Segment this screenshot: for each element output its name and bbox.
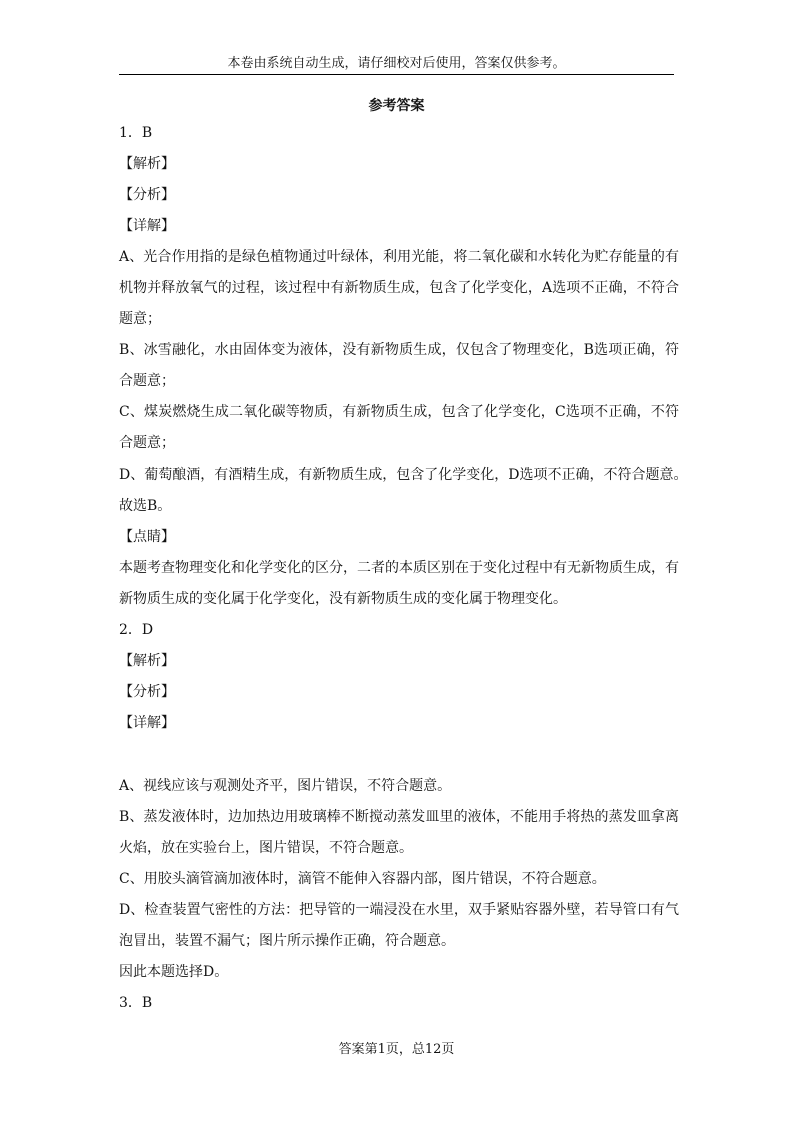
text-line: D、葡萄酿酒，有酒精生成，有新物质生成，包含了化学变化，D选项不正确，不符合题意。 [119, 467, 688, 483]
text-line: 因此本题选择D。 [119, 964, 229, 980]
text-line: 新物质生成的变化属于化学变化，没有新物质生成的变化属于物理变化。 [119, 591, 567, 607]
question-number: 1．B [119, 125, 153, 141]
text-line: 题意； [119, 311, 161, 327]
section-heading: 【分析】 [119, 187, 175, 203]
section-heading: 【解析】 [119, 156, 175, 172]
page-title: 参考答案 [368, 98, 425, 114]
text-line: C、用胶头滴管滴加液体时，滴管不能伸入容器内部，图片错误，不符合题意。 [119, 871, 606, 887]
text-line: 机物并释放氧气的过程，该过程中有新物质生成，包含了化学变化，A选项不正确，不符合 [119, 280, 679, 296]
text-line: D、检查装置气密性的方法：把导管的一端浸没在水里，双手紧贴容器外壁，若导管口有气 [119, 902, 679, 918]
text-line: 本题考查物理变化和化学变化的区分，二者的本质区别在于变化过程中有无新物质生成，有 [119, 560, 679, 576]
section-heading: 【分析】 [119, 684, 175, 700]
text-line: 泡冒出，装置不漏气；图片所示操作正确，符合题意。 [119, 933, 455, 949]
section-heading: 【详解】 [119, 218, 175, 234]
section-heading: 【详解】 [119, 715, 175, 731]
text-line: 合题意； [119, 373, 175, 389]
section-heading: 【解析】 [119, 653, 175, 669]
header-divider [119, 74, 674, 75]
text-line: A、光合作用指的是绿色植物通过叶绿体，利用光能，将二氧化碳和水转化为贮存能量的有 [119, 249, 679, 265]
text-line: B、冰雪融化，水由固体变为液体，没有新物质生成，仅包含了物理变化，B选项正确，符 [119, 342, 679, 358]
text-line: 故选B。 [119, 498, 172, 514]
text-line: 火焰，放在实验台上，图片错误，不符合题意。 [119, 840, 413, 856]
page-footer: 答案第1页，总12页 [338, 1042, 455, 1057]
text-line: B、蒸发液体时，边加热边用玻璃棒不断搅动蒸发皿里的液体，不能用手将热的蒸发皿拿离 [119, 809, 679, 825]
text-line: A、视线应该与观测处齐平，图片错误，不符合题意。 [119, 778, 452, 794]
text-line: 合题意； [119, 435, 175, 451]
text-line: C、煤炭燃烧生成二氧化碳等物质，有新物质生成，包含了化学变化，C选项不正确，不符 [119, 404, 679, 420]
question-number: 2．D [119, 622, 154, 638]
question-number: 3．B [119, 995, 153, 1011]
section-heading: 【点睛】 [119, 529, 175, 545]
header-notice: 本卷由系统自动生成，请仔细校对后使用，答案仅供参考。 [227, 56, 566, 71]
